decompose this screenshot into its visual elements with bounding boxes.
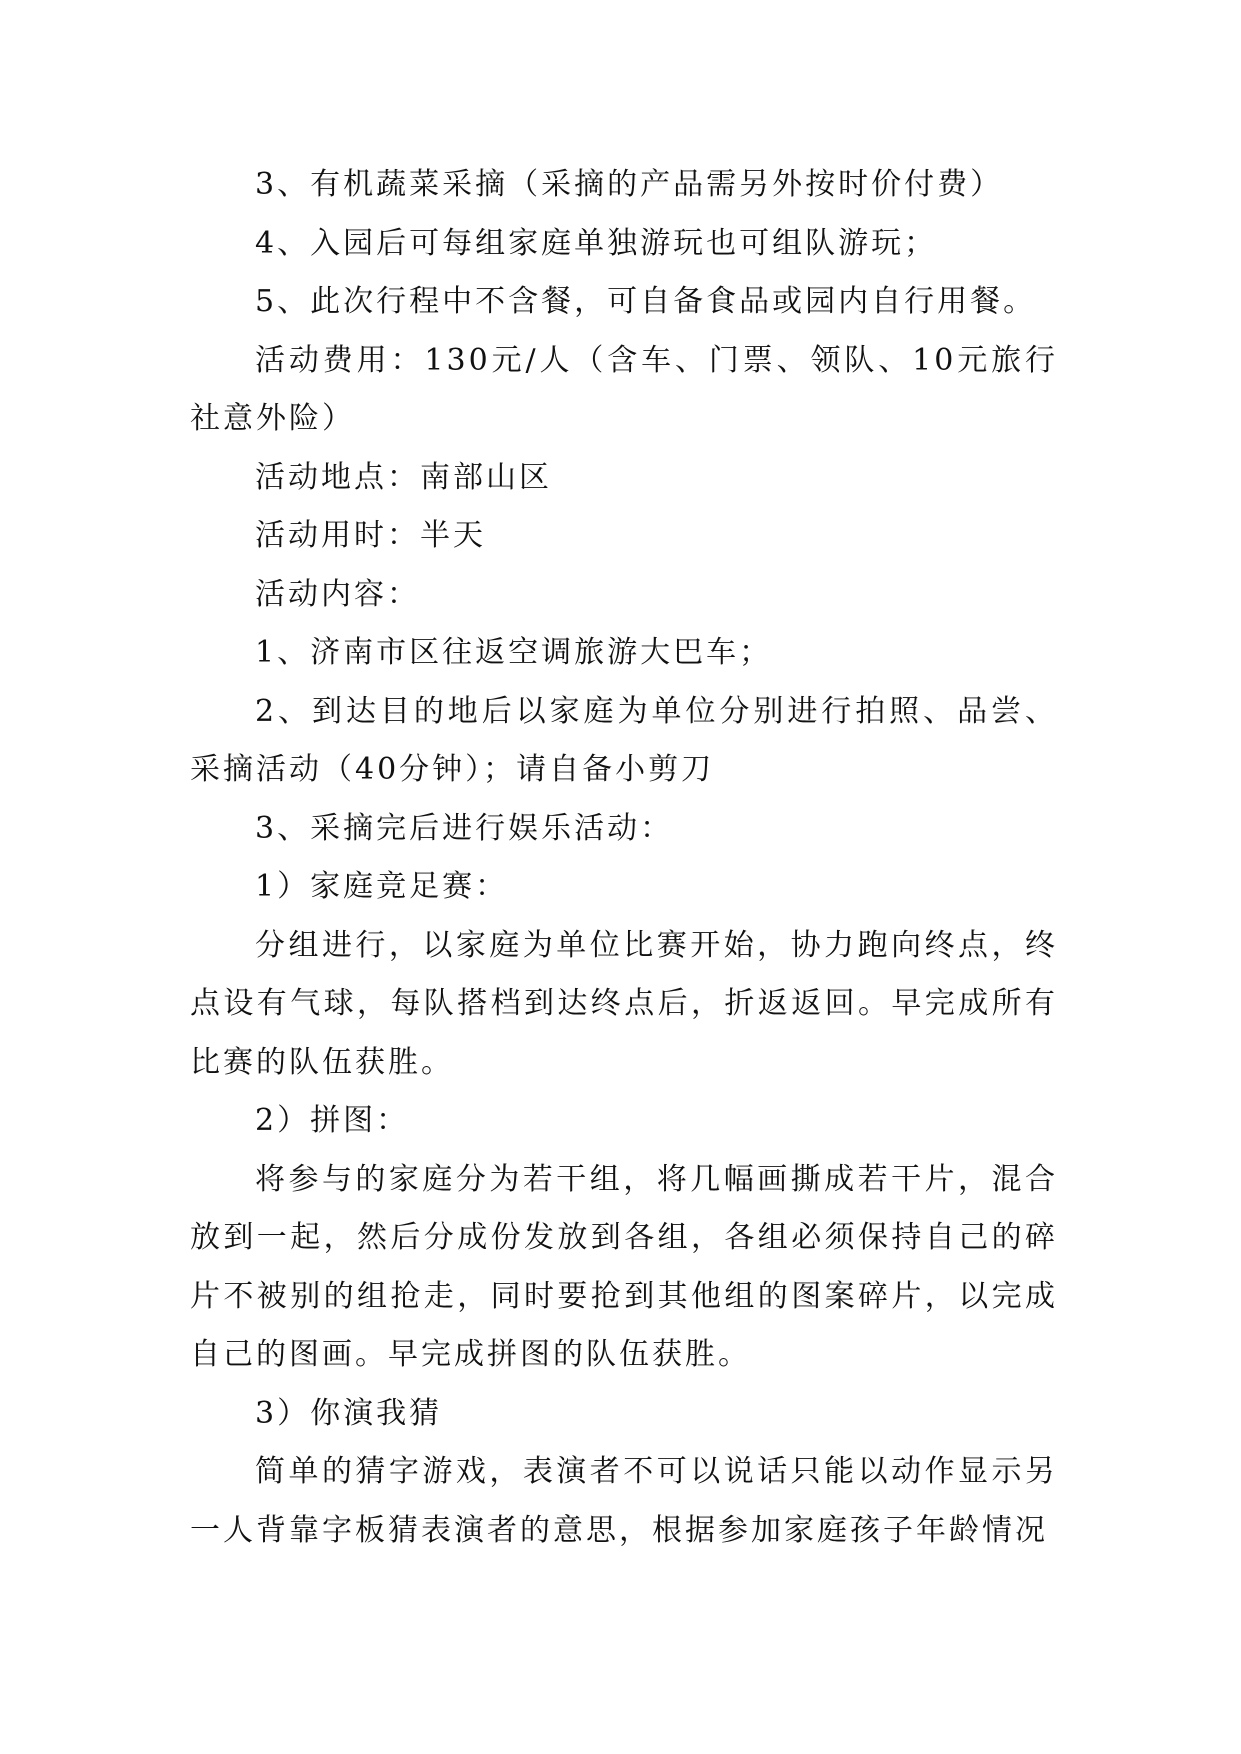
paragraph-meals-not-included: 5、此次行程中不含餐，可自备食品或园内自行用餐。 [255, 284, 1037, 319]
paragraph-activity-fee: 活动费用：130元/人（含车、门票、领队、10元旅行社意外险） [190, 342, 1058, 436]
paragraph-group-play: 4、入园后可每组家庭单独游玩也可组队游玩； [255, 225, 938, 261]
paragraph-charades-rules: 简单的猜字游戏，表演者不可以说话只能以动作显示另一人背靠字板猜表演者的意思，根据参加家庭孩子年龄情况 [190, 1454, 1058, 1548]
paragraph-entertainment-heading: 3、采摘完后进行娱乐活动： [255, 810, 674, 846]
paragraph-charades-heading: 3）你演我猜 [255, 1395, 443, 1431]
paragraph-activity-location: 活动地点：南部山区 [255, 459, 552, 495]
paragraph-picking-organic-vegetables: 3、有机蔬菜采摘（采摘的产品需另外按时价付费） [255, 167, 1004, 202]
paragraph-activity-content-heading: 活动内容： [255, 576, 420, 612]
document-body [190, 156, 1058, 1560]
paragraph-activity-duration: 活动用时：半天 [255, 518, 486, 553]
paragraph-bus-transport: 1、济南市区往返空调旅游大巴车； [255, 635, 773, 670]
paragraph-family-race-rules: 分组进行，以家庭为单位比赛开始，协力跑向终点，终点设有气球，每队搭档到达终点后，折返返回。早完成所有比赛的队伍获胜。 [190, 927, 1058, 1080]
paragraph-photo-tasting-picking: 2、到达目的地后以家庭为单位分别进行拍照、品尝、采摘活动（40分钟）；请自备小剪刀 [190, 693, 1058, 787]
paragraph-puzzle-rules: 将参与的家庭分为若干组，将几幅画撕成若干片，混合放到一起，然后分成份发放到各组，各组必须保持自己的碎片不被别的组抢走，同时要抢到其他组的图案碎片，以完成自己的图画。早完成拼图的队伍获胜。 [190, 1161, 1058, 1372]
paragraph-family-race-heading: 1）家庭竞足赛： [255, 869, 509, 904]
paragraph-puzzle-heading: 2）拼图： [255, 1103, 410, 1138]
